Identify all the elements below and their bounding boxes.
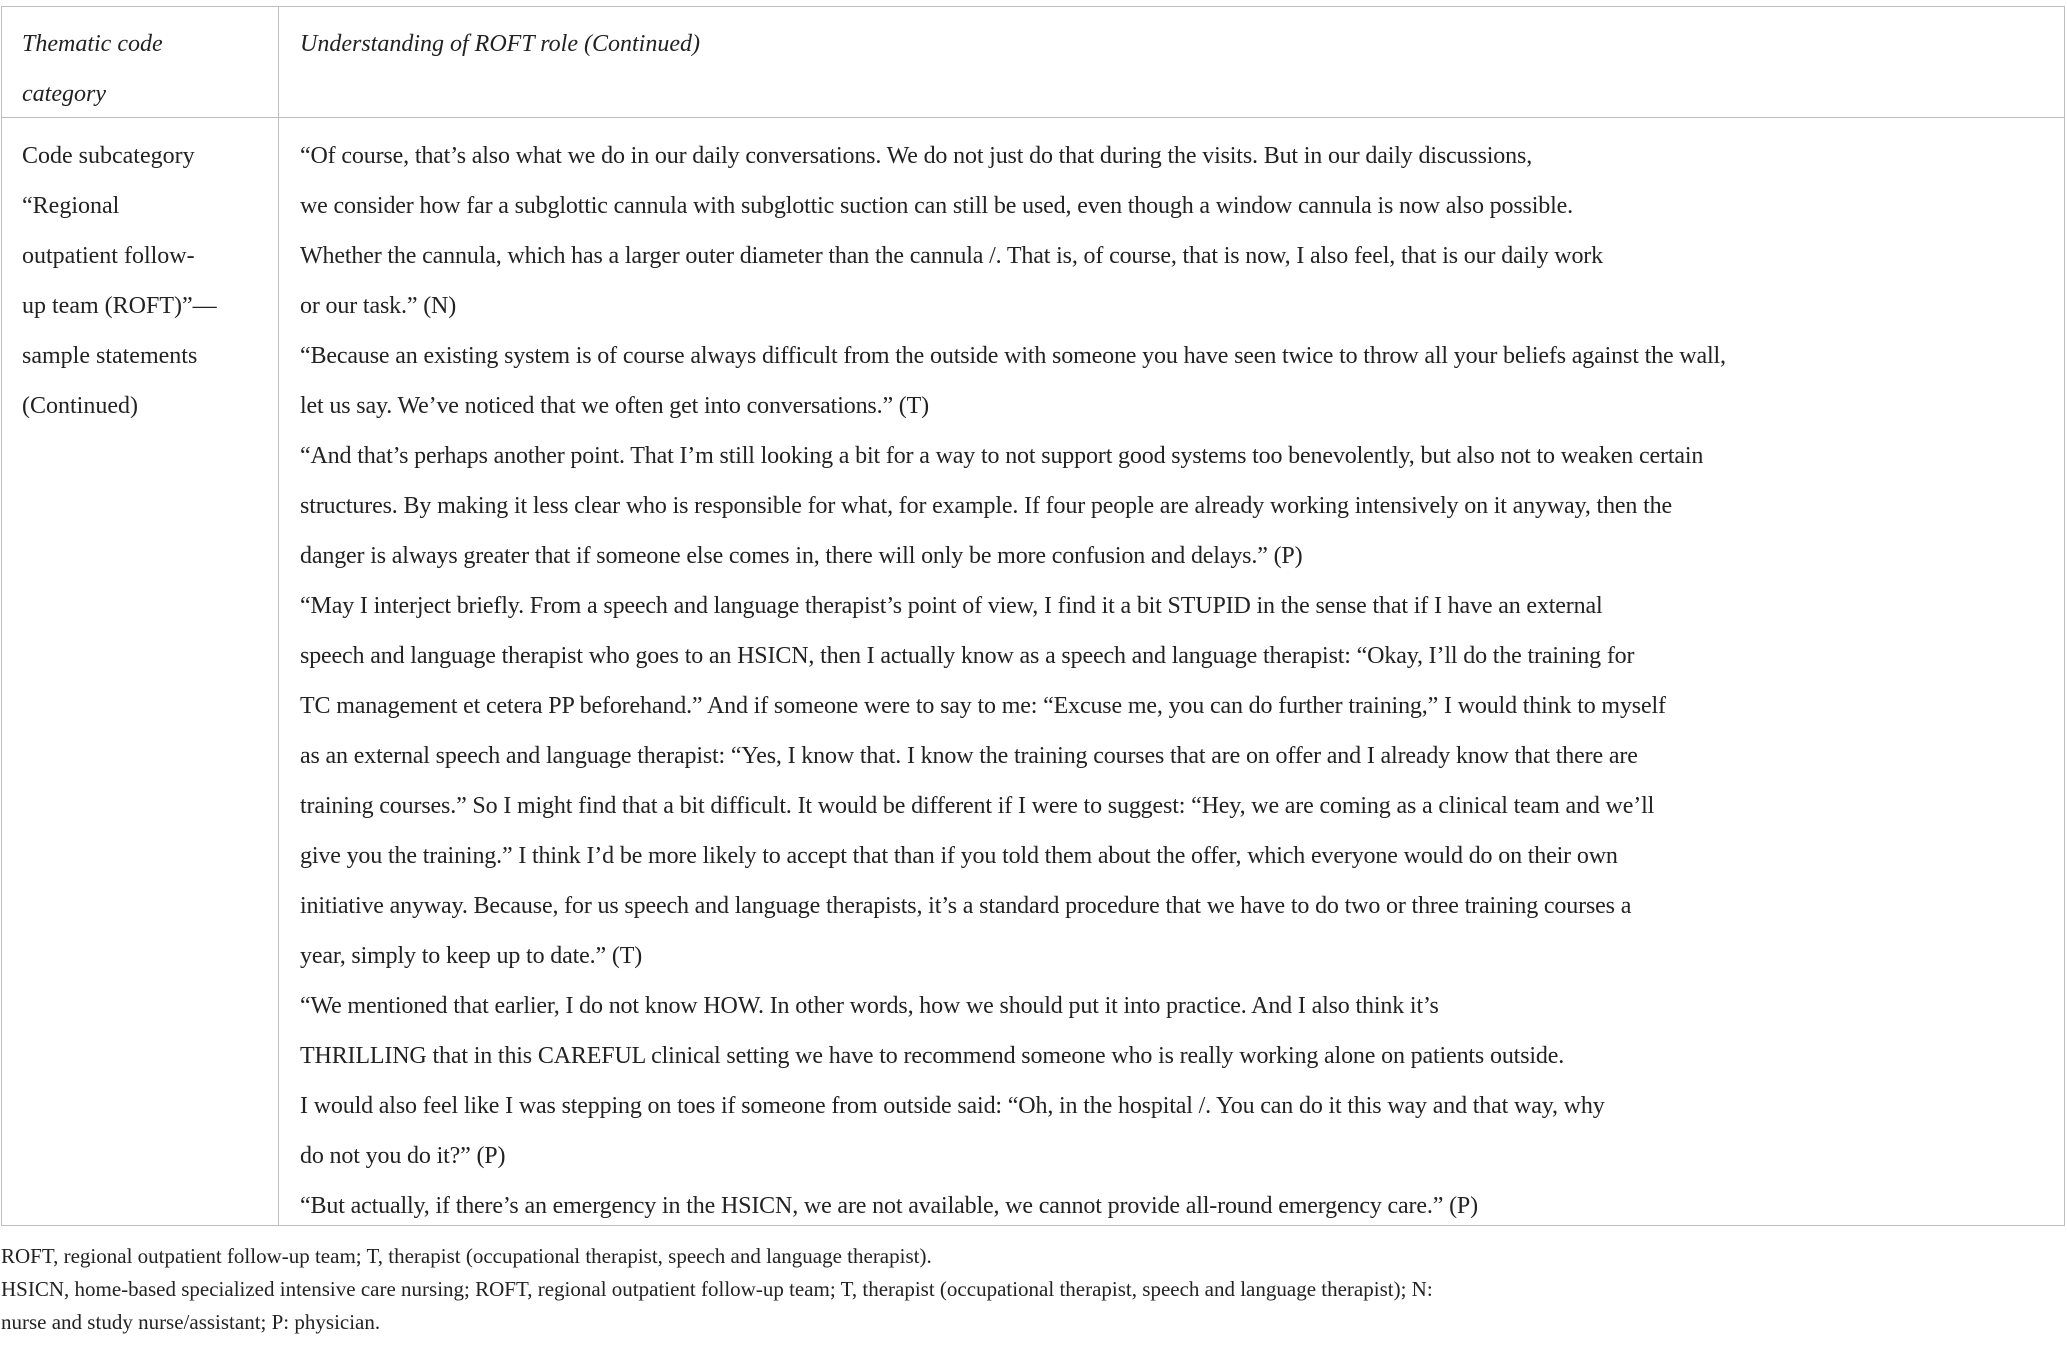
footnote-line: nurse and study nurse/assistant; P: physician.: [1, 1310, 381, 1334]
quote-line: Whether the cannula, which has a larger outer diameter than the cannula /. That is, of course, that is now, I also feel, that is our daily work: [300, 243, 1604, 269]
footnote-line: HSICN, home-based specialized intensive care nursing; ROFT, regional outpatient follow-up team; T, therapist (occupational therapist, speech and language therapist); N:: [1, 1277, 1433, 1301]
quote-line: year, simply to keep up to date.” (T): [300, 943, 643, 969]
quote-line: “Because an existing system is of course always difficult from the outside with someone you have seen twice to throw all your beliefs against the wall,: [300, 343, 1726, 369]
statements-table: [1, 6, 2065, 1226]
quote-statement: [300, 431, 1726, 581]
quote-line: training courses.” So I might find that a bit difficult. It would be different if I were to suggest: “Hey, we are coming as a clinical team and we’ll: [300, 793, 1655, 819]
category-line: sample statements: [22, 343, 198, 369]
header-thematic-code-category: [22, 19, 163, 119]
quote-line: as an external speech and language therapist: “Yes, I know that. I know the training courses that are on offer and I already know that there are: [300, 743, 1638, 769]
code-subcategory-cell: [22, 131, 217, 431]
quote-line: structures. By making it less clear who is responsible for what, for example. If four people are already working intensively on it anyway, then the: [300, 493, 1672, 519]
quote-line: “May I interject briefly. From a speech and language therapist’s point of view, I find it a bit STUPID in the sense that if I have an external: [300, 593, 1603, 619]
quote-statement: [300, 1181, 1726, 1231]
sample-statements-cell: [300, 131, 1726, 1231]
quote-line: I would also feel like I was stepping on toes if someone from outside said: “Oh, in the hospital /. You can do it this way and that way, why: [300, 1093, 1605, 1119]
quote-line: “And that’s perhaps another point. That I’m still looking a bit for a way to not support good systems too benevolently, but also not to weaken certain: [300, 443, 1704, 469]
header-understanding-roft-role: Understanding of ROFT role (Continued): [300, 31, 700, 57]
quote-line: we consider how far a subglottic cannula with subglottic suction can still be used, even though a window cannula is now also possible.: [300, 193, 1573, 219]
quote-line: do not you do it?” (P): [300, 1143, 506, 1169]
category-line: outpatient follow-: [22, 243, 195, 269]
column-divider: [278, 7, 279, 1225]
footnote-line: ROFT, regional outpatient follow-up team; T, therapist (occupational therapist, speech and language therapist).: [1, 1244, 932, 1268]
category-line: up team (ROFT)”—: [22, 293, 217, 319]
header-line: Thematic code: [22, 31, 163, 57]
quote-statement: [300, 331, 1726, 431]
category-line: Code subcategory: [22, 143, 195, 169]
quote-line: speech and language therapist who goes to an HSICN, then I actually know as a speech and language therapist: “Okay, I’ll do the training for: [300, 643, 1635, 669]
category-line: “Regional: [22, 193, 120, 219]
quote-line: “We mentioned that earlier, I do not know HOW. In other words, how we should put it into practice. And I also think it’s: [300, 993, 1439, 1019]
table-footnotes: [1, 1240, 1433, 1339]
quote-statement: [300, 131, 1726, 331]
quote-line: give you the training.” I think I’d be more likely to accept that than if you told them about the offer, which everyone would do on their own: [300, 843, 1618, 869]
quote-line: THRILLING that in this CAREFUL clinical setting we have to recommend someone who is really working alone on patients outside.: [300, 1043, 1565, 1069]
quote-line: “But actually, if there’s an emergency in the HSICN, we are not available, we cannot provide all-round emergency care.” (P): [300, 1193, 1478, 1219]
quote-line: danger is always greater that if someone else comes in, there will only be more confusion and delays.” (P): [300, 543, 1303, 569]
header-divider: [2, 117, 2064, 118]
quote-line: let us say. We’ve noticed that we often get into conversations.” (T): [300, 393, 929, 419]
header-line: category: [22, 81, 106, 107]
quote-line: initiative anyway. Because, for us speech and language therapists, it’s a standard procedure that we have to do two or three training courses a: [300, 893, 1632, 919]
quote-statement: [300, 981, 1726, 1181]
quote-line: or our task.” (N): [300, 293, 457, 319]
quote-line: TC management et cetera PP beforehand.” And if someone were to say to me: “Excuse me, you can do further training,” I would think to myself: [300, 693, 1666, 719]
category-line: (Continued): [22, 393, 138, 419]
quote-statement: [300, 581, 1726, 981]
quote-line: “Of course, that’s also what we do in our daily conversations. We do not just do that during the visits. But in our daily discussions,: [300, 143, 1533, 169]
